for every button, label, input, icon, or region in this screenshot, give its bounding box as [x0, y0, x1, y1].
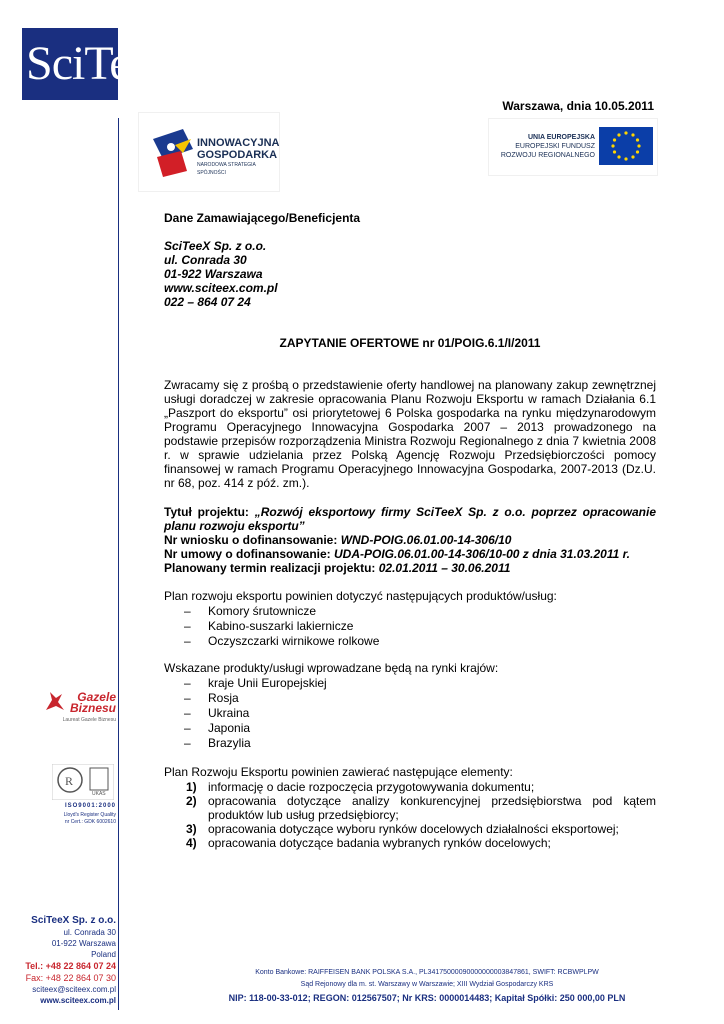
gazele-caption: Laureat Gazele Biznesu	[62, 717, 116, 723]
ig-line3: NARODOWA STRATEGIA SPÓJNOŚCI	[197, 162, 256, 176]
innowacyjna-gospodarka-logo	[138, 112, 280, 192]
svg-text:R: R	[65, 774, 74, 788]
term-value: 02.01.2011 – 30.06.2011	[378, 561, 511, 575]
sidebar-email[interactable]: sciteex@sciteex.com.pl	[32, 985, 116, 994]
iso-line2: nr Cert.: GDK 6002610	[64, 819, 116, 825]
footer-court: Sąd Rejonowy dla m. st. Warszawy w Warszawie; XIII Wydział Gospodarczy KRS	[300, 981, 554, 988]
application-label: Nr wniosku o dofinansowanie:	[164, 533, 341, 547]
iso-certificate	[52, 764, 118, 830]
list-item: – kraje Unii Europejskiej	[164, 676, 656, 691]
footer-ids: NIP: 118-00-33-012; REGON: 012567507; Nr KRS: 0000014483; Kapitał Spółki: 250 000,00 PLN	[228, 993, 626, 1003]
list-item: – Kabino-suszarki lakiernicze	[164, 619, 656, 634]
contract-label: Nr umowy o dofinansowanie:	[164, 547, 335, 561]
list-item: 3) opracowania dotyczące wyboru rynków docelowych działalności eksportowej;	[186, 822, 619, 836]
gazelle-icon	[42, 688, 68, 714]
svg-text:UKAS: UKAS	[92, 791, 106, 797]
project-info	[164, 505, 656, 575]
client-street: ul. Conrada 30	[164, 253, 247, 267]
client-city: 01-922 Warszawa	[164, 267, 263, 281]
application-value: WND-POIG.06.01.00-14-306/10	[340, 533, 512, 547]
sidebar-company: SciTeeX Sp. z o.o.	[31, 915, 116, 926]
elements-intro: Plan Rozwoju Eksportu powinien zawierać następujące elementy:	[164, 765, 513, 779]
gazele-sub: Biznesu	[69, 701, 116, 715]
client-web: www.sciteex.com.pl	[164, 281, 278, 295]
client-name: SciTeeX Sp. z o.o.	[164, 239, 267, 253]
intro-paragraph: Zwracamy się z prośbą o przedstawienie oferty handlowej na planowany zakup zewnętrznej usługi doradczej w zakresie opracowania Planu Rozwoju Eksportu w ramach Działania 6.1 „Paszport do eksportu” osi priorytetowej 6 Polska gospodarka na rynku międzynarodowym Programu Operacyjnego Innowacyjna Gospodarka 2007 – 2013 prowadzonego na podstawie przepisów rozporządzenia Ministra Rozwoju Regionalnego z dnia 7 kwietnia 2008 r. w sprawie udzielania przez Polską Agencję Rozwoju Przedsiębiorczości pomocy finansowej w ramach Programu Operacyjnego Innowacyjna Gospodarka, 2007-2013 (Dz.U. nr 68, poz. 414 z póź. zm.).	[164, 378, 656, 490]
contract-value: UDA-POIG.06.01.00-14-306/10-00 z dnia 31.03.2011 r.	[334, 547, 630, 561]
list-item: – Komory śrutownicze	[164, 604, 656, 619]
markets-intro: Wskazane produkty/usługi wprowadzane będą na rynki krajów:	[164, 661, 499, 675]
sidebar-address	[14, 914, 116, 1006]
ig-flag-icon	[153, 129, 193, 179]
list-item: – Rosja	[164, 691, 656, 706]
products-intro: Plan rozwoju eksportu powinien dotyczyć następujących produktów/usług:	[164, 589, 557, 603]
logo-text: SciTeeX	[26, 37, 184, 90]
elements-section	[164, 765, 656, 850]
ue-line3: ROZWOJU REGIONALNEGO	[500, 152, 595, 159]
client-block	[164, 211, 656, 309]
term-label: Planowany termin realizacji projektu:	[164, 561, 379, 575]
list-item: – Japonia	[164, 721, 656, 736]
sidebar-city: 01-922 Warszawa	[51, 939, 116, 948]
gazele-badge	[40, 688, 116, 724]
list-item: – Brazylia	[164, 736, 656, 751]
project-title-label: Tytuł projektu:	[164, 505, 255, 519]
list-item: – Oczyszczarki wirnikowe rolkowe	[164, 634, 656, 649]
document-title: ZAPYTANIE OFERTOWE nr 01/POIG.6.1/I/2011	[279, 336, 541, 350]
eu-flag-icon	[599, 127, 653, 165]
gazele-title: Gazele	[77, 690, 116, 704]
date-line: Warszawa, dnia 10.05.2011	[502, 99, 654, 113]
iso-code: ISO9001:2000	[64, 803, 116, 809]
eu-fund-logo	[488, 118, 658, 176]
ue-line2: EUROPEJSKI FUNDUSZ	[515, 143, 595, 150]
ig-line1: INNOWACYJNA	[197, 137, 280, 149]
sidebar-web[interactable]: www.sciteex.com.pl	[40, 996, 116, 1005]
sidebar-divider	[118, 118, 119, 1010]
company-logo	[22, 28, 184, 100]
list-item: 1) informację o dacie rozpoczęcia przygotowywania dokumentu;	[186, 780, 535, 794]
project-title-value: „Rozwój eksportowy firmy SciTeeX Sp. z o.o. poprzez opracowanie planu rozwoju eksportu”	[164, 505, 656, 533]
client-phone: 022 – 864 07 24	[164, 295, 251, 309]
sidebar-fax: Fax: +48 22 864 07 30	[25, 973, 116, 983]
ue-line1: UNIA EUROPEJSKA	[527, 134, 595, 141]
sidebar-tel: Tel.: +48 22 864 07 24	[25, 961, 116, 971]
sidebar-country: Poland	[91, 950, 116, 959]
markets-section	[164, 661, 656, 751]
list-item: – Ukraina	[164, 706, 656, 721]
ig-line2: GOSPODARKA	[197, 149, 278, 161]
iso-line1: Lloyd's Register Quality	[63, 812, 116, 818]
footer-bank: Konto Bankowe: RAIFFEISEN BANK POLSKA S.A., PL34175000090000000003847861, SWIFT: RCBWPLPW	[255, 969, 599, 976]
iso-logos-icon	[52, 764, 114, 800]
list-item: 4) opracowania dotyczące badania wybranych rynków docelowych;	[186, 836, 551, 850]
client-heading: Dane Zamawiającego/Beneficjenta	[164, 211, 361, 225]
sidebar-street: ul. Conrada 30	[63, 928, 116, 937]
list-item: 2) opracowania dotyczące analizy konkurencyjnej przedsiębiorstwa pod kątem produktów lub usług przedsiębiorcy;	[186, 794, 656, 822]
products-section	[164, 589, 656, 649]
